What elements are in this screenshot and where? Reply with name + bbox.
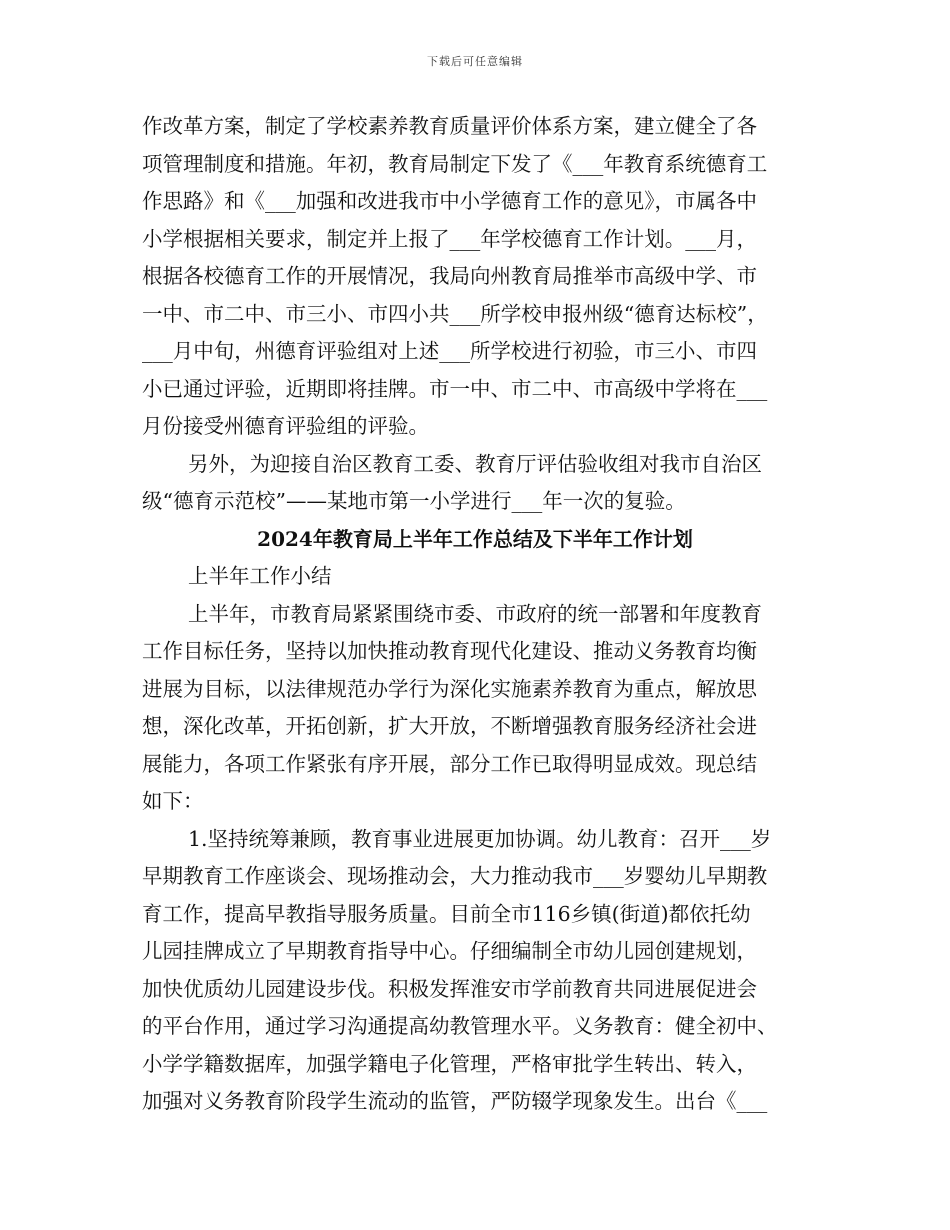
text-line: 小学根据相关要求，制定并上报了___年学校德育工作计划。___月，	[142, 227, 757, 251]
text-line: ___月中旬，州德育评验组对上述___所学校进行初验，市三小、市四	[142, 339, 757, 363]
section-subtitle: 上半年工作小结	[188, 564, 332, 588]
text-line: 如下：	[142, 789, 204, 813]
text-line: 月份接受州德育评验组的评验。	[142, 414, 429, 438]
text-line: 早期教育工作座谈会、现场推动会，大力推动我市___岁婴幼儿早期教	[142, 864, 768, 888]
document-title: 2024年教育局上半年工作总结及下半年工作计划	[257, 527, 693, 551]
text-line: 作思路》和《___加强和改进我市中小学德育工作的意见》，市属各中	[142, 189, 757, 213]
text-line: 加强对义务教育阶段学生流动的监管，严防辍学现象发生。出台《___	[142, 1089, 768, 1113]
page-header-note: 下载后可任意编辑	[427, 55, 523, 68]
text-line: 小已通过评验，近期即将挂牌。市一中、市二中、市高级中学将在___	[142, 377, 768, 401]
text-line: 上半年，市教育局紧紧围绕市委、市政府的统一部署和年度教育	[188, 602, 762, 626]
text-line: 工作目标任务，坚持以加快推动教育现代化建设、推动义务教育均衡	[142, 639, 757, 663]
text-line: 另外，为迎接自治区教育工委、教育厅评估验收组对我市自治区	[188, 452, 762, 476]
text-line: 1.坚持统筹兼顾，教育事业进展更加协调。幼儿教育：召开___岁	[188, 827, 772, 851]
text-line: 进展为目标，以法律规范办学行为深化实施素养教育为重点，解放思	[142, 677, 757, 701]
text-line: 项管理制度和措施。年初，教育局制定下发了《___年教育系统德育工	[142, 152, 768, 176]
text-line: 作改革方案，制定了学校素养教育质量评价体系方案，建立健全了各	[142, 114, 757, 138]
text-line: 级“德育示范校”——某地市第一小学进行___年一次的复验。	[142, 489, 686, 513]
text-line: 加快优质幼儿园建设步伐。积极发挥淮安市学前教育共同进展促进会	[142, 977, 757, 1001]
text-line: 一中、市二中、市三小、市四小共___所学校申报州级“德育达标校”，	[142, 302, 768, 326]
text-line: 小学学籍数据库，加强学籍电子化管理，严格审批学生转出、转入，	[142, 1052, 757, 1076]
text-line: 儿园挂牌成立了早期教育指导中心。仔细编制全市幼儿园创建规划，	[142, 939, 757, 963]
text-line: 根据各校德育工作的开展情况，我局向州教育局推举市高级中学、市	[142, 264, 757, 288]
text-line: 展能力，各项工作紧张有序开展，部分工作已取得明显成效。现总结	[142, 752, 757, 776]
text-line: 育工作，提高早教指导服务质量。目前全市116乡镇(街道)都依托幼	[142, 902, 751, 926]
text-line: 的平台作用，通过学习沟通提高幼教管理水平。义务教育：健全初中、	[142, 1014, 778, 1038]
text-line: 想，深化改革，开拓创新，扩大开放，不断增强教育服务经济社会进	[142, 714, 757, 738]
